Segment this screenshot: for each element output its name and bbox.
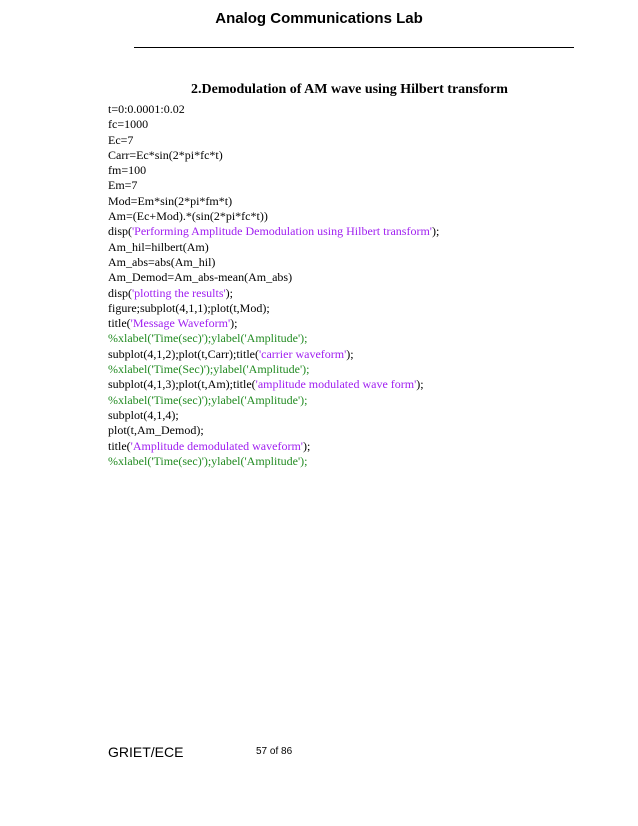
code-line	[108, 178, 588, 193]
code-text: Ec=7	[108, 132, 134, 147]
code-line	[108, 240, 588, 255]
section-title: 2.Demodulation of AM wave using Hilbert transform	[191, 82, 508, 97]
code-text: );	[416, 377, 424, 392]
code-text: Em=7	[108, 178, 138, 193]
code-line	[108, 393, 588, 408]
code-string: 'Performing Amplitude Demodulation using Hilbert transform'	[132, 224, 432, 239]
code-line	[108, 377, 588, 392]
code-text: Mod=Em*sin(2*pi*fm*t)	[108, 193, 233, 208]
code-text: Am_hil=hilbert(Am)	[108, 239, 209, 254]
code-text: subplot(4,1,3);plot(t,Am);title(	[108, 377, 256, 392]
code-line	[108, 163, 588, 178]
code-text: title(	[108, 316, 131, 331]
code-text: Carr=Ec*sin(2*pi*fc*t)	[108, 147, 223, 162]
code-line	[108, 255, 588, 270]
code-text: );	[230, 316, 238, 331]
code-text: plot(t,Am_Demod);	[108, 423, 204, 438]
code-line	[108, 331, 588, 346]
code-text: t=0:0.0001:0.02	[108, 102, 185, 116]
code-line	[108, 301, 588, 316]
code-line	[108, 270, 588, 285]
code-text: );	[225, 285, 233, 300]
code-comment: %xlabel('Time(sec)');ylabel('Amplitude');	[108, 453, 308, 468]
code-line	[108, 133, 588, 148]
page-header-title: Analog Communications Lab	[215, 10, 423, 27]
code-comment: %xlabel('Time(Sec)');ylabel('Amplitude');	[108, 362, 310, 377]
code-text: fm=100	[108, 163, 147, 178]
code-string: 'plotting the results'	[132, 285, 226, 300]
code-line	[108, 148, 588, 163]
code-string: 'Message Waveform'	[130, 316, 231, 331]
code-line	[108, 439, 588, 454]
code-text: fc=1000	[108, 117, 149, 132]
code-listing	[108, 102, 588, 469]
header-divider	[134, 47, 574, 48]
code-text: );	[431, 224, 440, 239]
code-line	[108, 209, 588, 224]
code-text: subplot(4,1,2);plot(t,Carr);title(	[108, 346, 259, 361]
code-text: Am_Demod=Am_abs-mean(Am_abs)	[108, 270, 293, 285]
code-text: disp(	[108, 224, 132, 239]
code-line	[108, 316, 588, 331]
code-text: figure;subplot(4,1,1);plot(t,Mod);	[108, 300, 270, 315]
code-line	[108, 423, 588, 438]
code-line	[108, 102, 588, 117]
code-comment: %xlabel('Time(sec)');ylabel('Amplitude');	[108, 331, 308, 346]
code-line	[108, 286, 588, 301]
code-string: 'Amplitude demodulated waveform'	[130, 438, 303, 453]
code-text: );	[346, 346, 354, 361]
code-line	[108, 408, 588, 423]
code-text: title(	[108, 438, 131, 453]
code-line	[108, 224, 588, 239]
code-text: Am_abs=abs(Am_hil)	[108, 254, 216, 269]
code-line	[108, 117, 588, 132]
code-line	[108, 454, 588, 469]
code-line	[108, 347, 588, 362]
code-string: 'amplitude modulated wave form'	[255, 377, 417, 392]
code-comment: %xlabel('Time(sec)');ylabel('Amplitude');	[108, 392, 308, 407]
page-number: 57 of 86	[256, 746, 293, 757]
code-text: disp(	[108, 285, 132, 300]
code-string: 'carrier waveform'	[258, 346, 347, 361]
code-text: subplot(4,1,4);	[108, 407, 179, 422]
code-text: Am=(Ec+Mod).*(sin(2*pi*fc*t))	[108, 209, 268, 224]
code-text: );	[302, 438, 311, 453]
code-line	[108, 194, 588, 209]
code-line	[108, 362, 588, 377]
footer-department: GRIET/ECE	[108, 744, 184, 760]
